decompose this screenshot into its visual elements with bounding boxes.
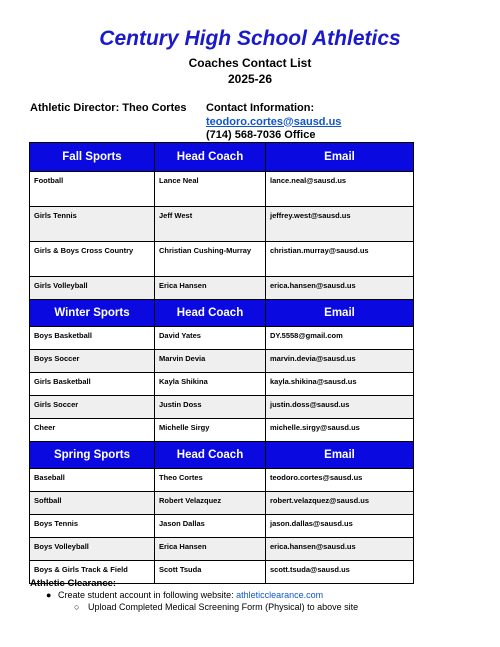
school-year: 2025-26	[227, 72, 273, 86]
sport-cell: Softball	[30, 492, 155, 515]
clearance-bullet-1	[46, 590, 323, 600]
coach-cell: Lance Neal	[155, 172, 266, 207]
email-cell: scott.tsuda@sausd.us	[266, 561, 414, 584]
bullet-1-text: Create student account in following website:	[58, 590, 237, 600]
sport-cell: Baseball	[30, 469, 155, 492]
table-row	[30, 515, 414, 538]
header-email: Email	[266, 143, 414, 172]
clearance-heading: Athletic Clearance:	[30, 578, 117, 589]
email-cell: marvin.devia@sausd.us	[266, 350, 414, 373]
table-row	[30, 419, 414, 442]
page-title: Century High School Athletics	[99, 27, 401, 50]
section-header-spring	[30, 442, 414, 469]
director-phone: (714) 568-7036 Office	[206, 129, 316, 141]
coach-cell: Kayla Shikina	[155, 373, 266, 396]
athletic-director: Athletic Director: Theo Cortes	[30, 102, 187, 114]
coach-cell: David Yates	[155, 327, 266, 350]
sport-cell: Boys Tennis	[30, 515, 155, 538]
email-cell: justin.doss@sausd.us	[266, 396, 414, 419]
table-row	[30, 350, 414, 373]
email-cell: teodoro.cortes@sausd.us	[266, 469, 414, 492]
email-cell: erica.hansen@sausd.us	[266, 538, 414, 561]
email-cell: jason.dallas@sausd.us	[266, 515, 414, 538]
email-cell: jeffrey.west@sausd.us	[266, 207, 414, 242]
email-cell: michelle.sirgy@sausd.us	[266, 419, 414, 442]
table-row	[30, 242, 414, 277]
header-email: Email	[266, 442, 414, 469]
table-row	[30, 538, 414, 561]
sport-cell: Football	[30, 172, 155, 207]
table-row	[30, 373, 414, 396]
sport-cell: Boys & Girls Track & Field	[30, 561, 155, 584]
coach-cell: Robert Velazquez	[155, 492, 266, 515]
table-row	[30, 207, 414, 242]
table-row	[30, 469, 414, 492]
director-email-link[interactable]: teodoro.cortes@sausd.us	[206, 115, 342, 128]
table-row	[30, 396, 414, 419]
email-cell: christian.murray@sausd.us	[266, 242, 414, 277]
bullet-icon: ●	[46, 590, 52, 600]
sport-cell: Girls & Boys Cross Country	[30, 242, 155, 277]
table-row	[30, 277, 414, 300]
coach-cell: Christian Cushing-Murray	[155, 242, 266, 277]
clearance-website-link[interactable]: athleticclearance.com	[236, 590, 324, 600]
header-sport: Fall Sports	[30, 143, 155, 172]
coach-cell: Erica Hansen	[155, 538, 266, 561]
page-subtitle: Coaches Contact List	[188, 56, 312, 70]
email-cell: robert.velazquez@sausd.us	[266, 492, 414, 515]
coach-cell: Theo Cortes	[155, 469, 266, 492]
header-sport: Spring Sports	[30, 442, 155, 469]
coach-cell: Justin Doss	[155, 396, 266, 419]
table-row	[30, 492, 414, 515]
sub-bullet-icon: ○	[74, 602, 80, 612]
header-coach: Head Coach	[155, 300, 266, 327]
sport-cell: Girls Volleyball	[30, 277, 155, 300]
contact-info	[206, 102, 341, 143]
section-header-winter	[30, 300, 414, 327]
sport-cell: Boys Volleyball	[30, 538, 155, 561]
coach-cell: Jason Dallas	[155, 515, 266, 538]
section-header-fall	[30, 143, 414, 172]
header-coach: Head Coach	[155, 143, 266, 172]
sport-cell: Boys Soccer	[30, 350, 155, 373]
coach-cell: Marvin Devia	[155, 350, 266, 373]
table-row	[30, 172, 414, 207]
header-coach: Head Coach	[155, 442, 266, 469]
coach-cell: Erica Hansen	[155, 277, 266, 300]
sport-cell: Girls Soccer	[30, 396, 155, 419]
clearance-bullet-2	[74, 602, 358, 612]
email-cell: lance.neal@sausd.us	[266, 172, 414, 207]
sport-cell: Boys Basketball	[30, 327, 155, 350]
sport-cell: Cheer	[30, 419, 155, 442]
coach-cell: Jeff West	[155, 207, 266, 242]
contact-label: Contact Information:	[206, 102, 315, 114]
header-email: Email	[266, 300, 414, 327]
coach-cell: Michelle Sirgy	[155, 419, 266, 442]
bullet-2-text: Upload Completed Medical Screening Form (Physical) to above site	[88, 602, 359, 612]
table-row	[30, 327, 414, 350]
sport-cell: Girls Tennis	[30, 207, 155, 242]
sport-cell: Girls Basketball	[30, 373, 155, 396]
email-cell: erica.hansen@sausd.us	[266, 277, 414, 300]
header-sport: Winter Sports	[30, 300, 155, 327]
email-cell: kayla.shikina@sausd.us	[266, 373, 414, 396]
coaches-table	[29, 142, 414, 584]
email-cell: DY.5558@gmail.com	[266, 327, 414, 350]
coach-cell: Scott Tsuda	[155, 561, 266, 584]
